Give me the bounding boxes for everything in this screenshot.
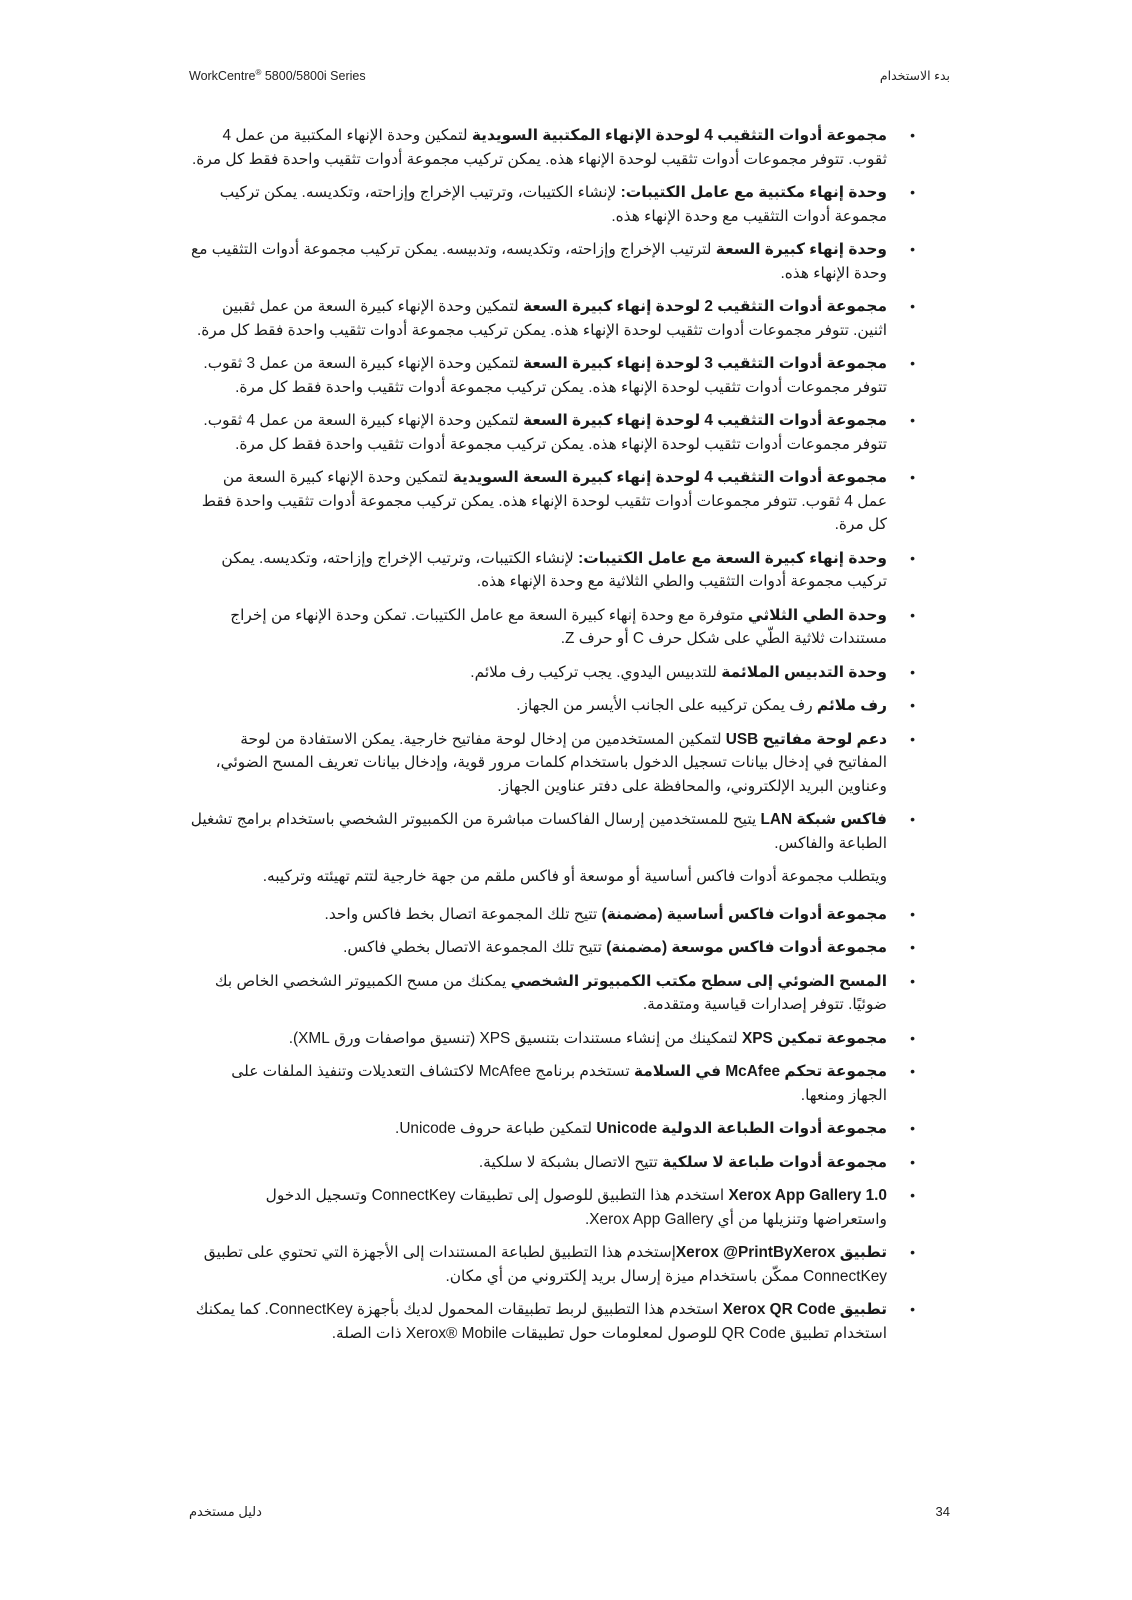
item-title: رف ملائم [816, 697, 887, 714]
list-item [189, 124, 915, 171]
item-description: إستخدم هذا التطبيق لطباعة المستندات إلى الأجهزة التي تحتوي على تطبيق ConnectKey ممكّن باستخدام ميزة إرسال بريد إلكتروني من أي مكان. [203, 1244, 887, 1285]
item-description: رف يمكن تركيبه على الجانب الأيسر من الجهاز. [516, 697, 817, 714]
options-list-continued [189, 903, 915, 1346]
list-item [189, 808, 915, 855]
item-title: مجموعة أدوات فاكس موسعة (مضمنة) [606, 939, 887, 956]
list-item [189, 1027, 915, 1051]
list-item [189, 1151, 915, 1175]
item-description: تستخدم برنامج McAfee لاكتشاف التعديلات وتنفيذ الملفات على الجهاز ومنعها. [231, 1063, 887, 1104]
list-item [189, 970, 915, 1017]
list-item [189, 604, 915, 651]
list-item [189, 1060, 915, 1107]
item-description: لإنشاء الكتيبات، وترتيب الإخراج وإزاحته، وتكديسه. يمكن تركيب مجموعة أدوات التثقيب والطي الثلاثية مع وحدة الإنهاء هذه. [221, 549, 887, 590]
section-title: بدء الاستخدام [879, 69, 950, 83]
list-item [189, 728, 915, 799]
item-description: لتمكين وحدة الإنهاء كبيرة السعة من عمل 3 ثقوب. تتوفر مجموعات أدوات تثقيب لوحدة الإنهاء هذه. يمكن تركيب مجموعة أدوات تثقيب واحدة فقط كل مرة. [203, 355, 887, 396]
item-description: متوفرة مع وحدة إنهاء كبيرة السعة مع عامل الكتيبات. تمكن وحدة الإنهاء من إخراج مستندات ثلاثية الطّي على شكل حرف C أو حرف Z. [230, 606, 887, 647]
item-description: لترتيب الإخراج وإزاحته، وتكديسه، وتدبيسه. يمكن تركيب مجموعة أدوات التثقيب مع وحدة الإنهاء هذه. [191, 241, 887, 282]
item-description: استخدم هذا التطبيق لربط تطبيقات المحمول لديك بأجهزة ConnectKey. كما يمكنك استخدام تطبيق QR Code للوصول لمعلومات حول تطبيقات Xerox® Mobile ذات الصلة. [195, 1301, 887, 1342]
item-description: يمكنك من مسح الكمبيوتر الشخصي الخاص بك ضوئيًا. تتوفر إصدارات قياسية ومتقدمة. [214, 972, 887, 1013]
item-title: وحدة الطي الثلاثي [747, 606, 887, 624]
options-list [189, 124, 915, 855]
list-item [189, 181, 915, 228]
item-title: Xerox App Gallery 1.0 [728, 1187, 887, 1204]
item-title: مجموعة أدوات التثقيب 4 لوحدة الإنهاء المكتبية السويدية [471, 127, 887, 144]
item-description: لتمكين المستخدمين من إدخال لوحة مفاتيح خارجية. يمكن الاستفادة من لوحة المفاتيح في إدخال بيانات تسجيل الدخول باستخدام كلمات مرور قوية، وإدخال بيانات تعريف المسح الضوئي، وعناوين البريد الإلكتروني، والمحافظة على دفتر عناوين الجهاز. [215, 730, 887, 795]
item-title: وحدة إنهاء مكتبية مع عامل الكتيبات: [620, 184, 887, 201]
item-title: وحدة إنهاء كبيرة السعة [715, 241, 887, 258]
item-description: تتيح الاتصال بشبكة لا سلكية. [478, 1153, 663, 1171]
item-title: دعم لوحة مفاتيح USB [725, 730, 887, 748]
item-title: المسح الضوئي إلى سطح مكتب الكمبيوتر الشخصي [510, 972, 887, 990]
fax-note: ويتطلب مجموعة أدوات فاكس أساسية أو موسعة أو فاكس ملقم من جهة خارجية لتتم تهيئته وتركيبه. [262, 868, 887, 885]
list-item [189, 1117, 915, 1141]
list-item [189, 409, 915, 456]
item-description: للتدبيس اليدوي. يجب تركيب رف ملائم. [470, 663, 722, 681]
list-item [189, 936, 915, 960]
list-item [189, 661, 915, 685]
item-description: لإنشاء الكتيبات، وترتيب الإخراج وإزاحته، وتكديسه. يمكن تركيب مجموعة أدوات التثقيب مع وحدة الإنهاء هذه. [219, 184, 887, 225]
list-item [189, 295, 915, 342]
item-title: مجموعة أدوات طباعة لا سلكية [662, 1153, 887, 1171]
item-title: مجموعة أدوات التثقيب 4 لوحدة إنهاء كبيرة السعة السويدية [452, 469, 887, 486]
page-footer [189, 1502, 950, 1526]
list-item [189, 1241, 915, 1288]
page-content [189, 124, 915, 1355]
item-title: مجموعة أدوات التثقيب 4 لوحدة إنهاء كبيرة السعة [523, 412, 887, 429]
item-description: لتمكين وحدة الإنهاء المكتبية من عمل 4 ثقوب. تتوفر مجموعات أدوات تثقيب لوحدة الإنهاء هذه. يمكن تركيب مجموعة أدوات تثقيب واحدة فقط كل مرة. [192, 127, 887, 168]
item-description: تتيح تلك المجموعة الاتصال بخطي فاكس. [343, 939, 607, 956]
list-item [189, 1184, 915, 1231]
item-description: يتيح للمستخدمين إرسال الفاكسات مباشرة من الكمبيوتر الشخصي باستخدام برامج تشغيل الطباعة والفاكس. [190, 811, 887, 852]
item-title: مجموعة أدوات التثقيب 2 لوحدة إنهاء كبيرة السعة [523, 298, 887, 315]
item-title: فاكس شبكة LAN [760, 811, 887, 828]
item-description: لتمكين وحدة الإنهاء كبيرة السعة من عمل 4 ثقوب. تتوفر مجموعات أدوات تثقيب لوحدة الإنهاء هذه. يمكن تركيب مجموعة أدوات تثقيب واحدة فقط كل مرة. [203, 412, 887, 453]
item-title: تطبيق Xerox QR Code [722, 1301, 887, 1318]
item-description: استخدم هذا التطبيق للوصول إلى تطبيقات ConnectKey وتسجيل الدخول واستعراضها وتنزيلها من أي Xerox App Gallery. [265, 1187, 887, 1228]
item-title: مجموعة أدوات التثقيب 3 لوحدة إنهاء كبيرة السعة [523, 355, 887, 372]
item-title: وحدة إنهاء كبيرة السعة مع عامل الكتيبات: [578, 549, 887, 567]
item-title: مجموعة أدوات الطباعة الدولية Unicode [596, 1120, 887, 1137]
product-name: WorkCentre® 5800/5800i Series [189, 68, 366, 84]
item-title: وحدة التدبيس الملائمة [721, 663, 887, 681]
item-description: لتمكينك من إنشاء مستندات بتنسيق XPS (تنسيق مواصفات ورق XML). [288, 1029, 743, 1047]
list-item [189, 903, 915, 927]
item-title: تطبيق Xerox @PrintByXerox [675, 1244, 887, 1261]
item-description: لتمكين طباعة حروف Unicode. [395, 1120, 597, 1137]
list-item [189, 694, 915, 718]
item-description: تتيح تلك المجموعة اتصال بخط فاكس واحد. [324, 905, 602, 923]
list-item [189, 547, 915, 594]
list-item [189, 238, 915, 285]
list-item [189, 1298, 915, 1345]
item-description: لتمكين وحدة الإنهاء كبيرة السعة من عمل 4 ثقوب. تتوفر مجموعات أدوات تثقيب لوحدة الإنهاء هذه. يمكن تركيب مجموعة أدوات تثقيب واحدة فقط كل مرة. [201, 469, 887, 533]
item-title: مجموعة تحكم McAfee في السلامة [633, 1063, 887, 1080]
page-header [189, 64, 950, 88]
page-number: 34 [935, 1504, 950, 1519]
item-description: لتمكين وحدة الإنهاء كبيرة السعة من عمل ثقبين اثنين. تتوفر مجموعات أدوات تثقيب لوحدة الإنهاء هذه. يمكن تركيب مجموعة أدوات تثقيب واحدة فقط كل مرة. [196, 298, 887, 339]
item-title: مجموعة أدوات فاكس أساسية (مضمنة) [601, 905, 887, 923]
item-title: مجموعة تمكين XPS [742, 1029, 887, 1047]
footer-guide-title: دليل مستخدم [189, 1504, 262, 1519]
list-item [189, 466, 915, 537]
list-item [189, 352, 915, 399]
